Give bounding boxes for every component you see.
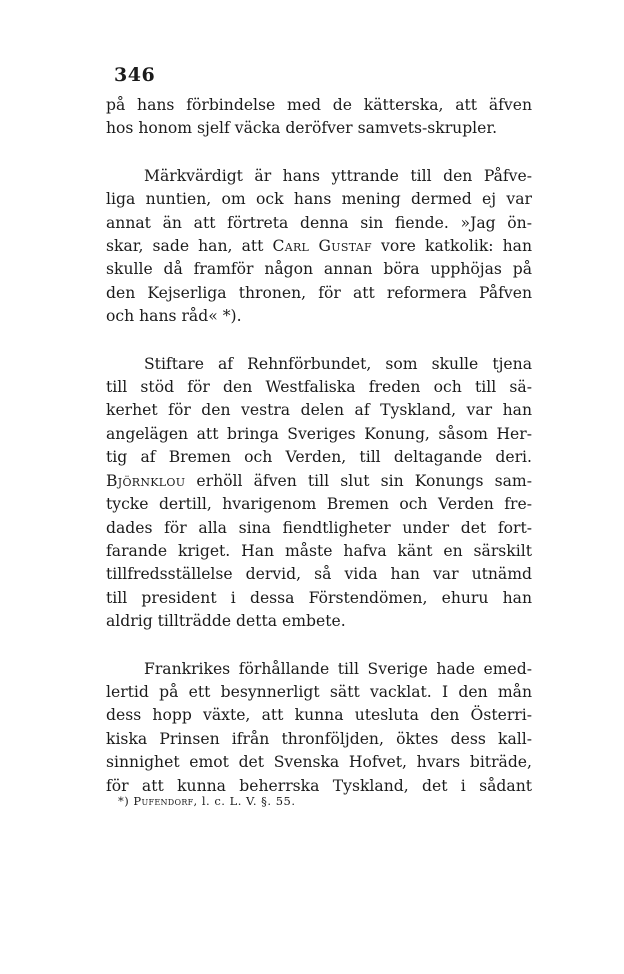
text-line: sinnighet emot det Svenska Hofvet, hvars biträde, xyxy=(106,753,532,772)
text-line: Stiftare af Rehnförbundet, som skulle tjena xyxy=(144,354,532,373)
text-line: Björnklou erhöll äfven till slut sin Konungs sam- xyxy=(106,471,532,490)
text-line: annat än att förtreta denna sin fiende. »Jag ön- xyxy=(106,213,532,232)
paragraph-3 xyxy=(106,353,532,634)
text-line: tycke dertill, hvarigenom Bremen och Verden fre- xyxy=(106,495,532,514)
body-text xyxy=(106,94,532,798)
text-line: skar, sade han, att Carl Gustaf vore katkolik: han xyxy=(106,237,533,256)
paragraph-4 xyxy=(106,658,532,798)
text-line: på hans förbindelse med de kätterska, att äfven xyxy=(106,96,532,114)
text-line: aldrig tillträdde detta embete. xyxy=(106,612,346,631)
text-line: till president i dessa Förstendömen, ehuru han xyxy=(106,588,532,607)
text-line: farande kriget. Han måste hafva känt en särskilt xyxy=(106,541,532,560)
text-line: Frankrikes förhållande till Sverige hade emed- xyxy=(144,659,532,678)
text-line: dades för alla sina fiendtligheter under det fort- xyxy=(106,518,532,537)
text-line: den Kejserliga thronen, för att reformera Påfven xyxy=(106,283,532,302)
text-line: för att kunna beherrska Tyskland, det i sådant xyxy=(106,776,532,795)
paragraph-2 xyxy=(106,165,532,329)
paragraph-1 xyxy=(106,94,532,141)
text-line: dess hopp växte, att kunna utesluta den Österri- xyxy=(106,706,532,725)
text-line: och hans råd« *). xyxy=(106,307,242,326)
text-line: angelägen att bringa Sveriges Konung, såsom Her- xyxy=(106,424,532,443)
text-line: lertid på ett besynnerligt sätt vacklat. I den mån xyxy=(106,682,532,701)
text-line: kiska Prinsen ifrån thronföljden, öktes dess kall- xyxy=(106,729,532,748)
footnote: *) Pufendorf, l. c. L. V. §. 55. xyxy=(118,794,296,808)
text-line: tig af Bremen och Verden, till deltagande deri. xyxy=(106,448,532,467)
text-line: skulle då framför någon annan böra upphöjas på xyxy=(106,260,532,279)
text-line: till stöd för den Westfaliska freden och till sä- xyxy=(106,378,532,397)
text-line: tillfredsställelse dervid, så vida han var utnämd xyxy=(106,565,532,584)
text-line: liga nuntien, om ock hans mening dermed ej var xyxy=(106,190,532,209)
text-line: kerhet för den vestra delen af Tyskland, var han xyxy=(106,401,532,420)
page-number: 346 xyxy=(114,64,156,86)
text-line: Märkvärdigt är hans yttrande till den Påfve- xyxy=(144,166,532,185)
text-line: hos honom sjelf väcka deröfver samvets-skrupler. xyxy=(106,119,498,138)
